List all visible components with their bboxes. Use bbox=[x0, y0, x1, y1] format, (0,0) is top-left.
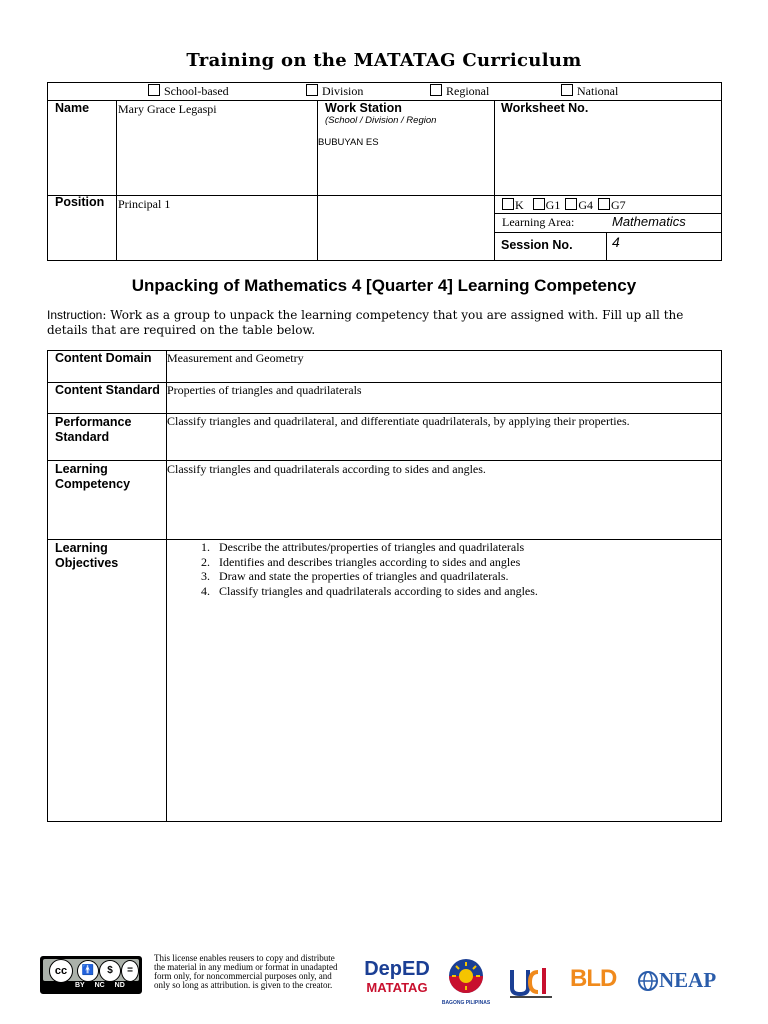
grade-g4[interactable]: G4 bbox=[565, 198, 593, 212]
scope-national[interactable]: National bbox=[561, 84, 618, 99]
cc-icon: cc bbox=[49, 959, 73, 983]
checkbox-icon[interactable] bbox=[306, 84, 318, 96]
learning-objectives-label: Learning Objectives bbox=[55, 541, 119, 570]
work-station-value[interactable]: BUBUYAN ES bbox=[318, 137, 379, 148]
dollar-crossed-icon: $ bbox=[99, 960, 121, 982]
grade-g7[interactable]: G7 bbox=[598, 198, 626, 212]
objective-item[interactable]: 4. Classify triangles and quadrilaterals according to sides and angles. bbox=[213, 584, 717, 599]
position-label: Position bbox=[55, 195, 105, 209]
office-logo bbox=[508, 964, 554, 1000]
name-value[interactable]: Mary Grace Legaspi bbox=[118, 102, 217, 116]
scope-regional[interactable]: Regional bbox=[430, 84, 489, 99]
checkbox-icon[interactable] bbox=[565, 198, 577, 210]
work-station-hint: (School / Division / Region bbox=[325, 115, 437, 126]
cc-tags: BY NC ND bbox=[75, 982, 125, 989]
license-text: This license enables reusers to copy and distribute the material in any medium or format in unadapted form only, for noncommercial purposes only, and only so long as attribution. is given to the creator. bbox=[154, 953, 338, 990]
office-emblem-icon bbox=[508, 964, 554, 1000]
instruction-label: Instruction bbox=[47, 308, 103, 322]
content-standard-value[interactable]: Properties of triangles and quadrilaterals bbox=[167, 383, 362, 397]
learning-competency-label: Learning Competency bbox=[55, 462, 131, 491]
checkbox-icon[interactable] bbox=[430, 84, 442, 96]
matatag-wordmark: MATATAG bbox=[366, 980, 428, 995]
person-icon: 🚹 bbox=[77, 960, 99, 982]
learning-area-value[interactable]: Mathematics bbox=[612, 214, 686, 229]
work-station-label: Work Station bbox=[325, 101, 402, 115]
objective-item[interactable]: 2. Identifies and describes triangles according to sides and angles bbox=[213, 555, 717, 570]
checkbox-icon[interactable] bbox=[502, 198, 514, 210]
objective-item[interactable]: 3. Draw and state the properties of triangles and quadrilaterals. bbox=[213, 569, 717, 584]
session-value[interactable]: 4 bbox=[612, 234, 620, 250]
section-title: Unpacking of Mathematics 4 [Quarter 4] Learning Competency bbox=[131, 276, 637, 295]
sun-flag-icon bbox=[438, 956, 494, 996]
performance-standard-label: Performance Standard bbox=[55, 415, 132, 444]
bagong-pilipinas-logo: BAGONG PILIPINAS bbox=[438, 956, 494, 1004]
performance-standard-value[interactable]: Classify triangles and quadrilateral, and differentiate quadrilaterals, by applying their properties. bbox=[167, 414, 630, 428]
grade-g1[interactable]: G1 bbox=[533, 198, 561, 212]
session-label: Session No. bbox=[501, 238, 573, 252]
deped-matatag-logo bbox=[362, 958, 432, 1002]
position-value[interactable]: Principal 1 bbox=[118, 197, 171, 211]
checkbox-icon[interactable] bbox=[598, 198, 610, 210]
scope-school-based[interactable]: School-based bbox=[148, 84, 229, 99]
grade-checkboxes bbox=[502, 198, 626, 213]
bld-logo: BLD bbox=[570, 965, 617, 992]
content-domain-label: Content Domain bbox=[55, 351, 152, 365]
cc-license-badge bbox=[40, 956, 142, 994]
worksheet-label: Worksheet No. bbox=[501, 101, 589, 115]
equals-icon: = bbox=[121, 960, 139, 982]
objective-item[interactable]: 1. Describe the attributes/properties of triangles and quadrilaterals bbox=[213, 540, 717, 555]
name-label: Name bbox=[55, 101, 90, 115]
learning-objectives-list bbox=[167, 540, 717, 598]
checkbox-icon[interactable] bbox=[561, 84, 573, 96]
scope-division[interactable]: Division bbox=[306, 84, 363, 99]
content-standard-label: Content Standard bbox=[55, 383, 160, 397]
deped-wordmark: DepED bbox=[364, 958, 430, 980]
checkbox-icon[interactable] bbox=[533, 198, 545, 210]
page-title: Training on the MATATAG Curriculum bbox=[186, 50, 582, 71]
grade-k[interactable]: K bbox=[502, 198, 524, 212]
instruction-text: : Work as a group to unpack the learning competency that you are assigned with. Fill up all the details that are required on the table below. bbox=[47, 308, 684, 337]
content-domain-value[interactable]: Measurement and Geometry bbox=[167, 351, 304, 365]
learning-area-label: Learning Area: bbox=[502, 215, 575, 229]
neap-logo: NEAP bbox=[638, 968, 730, 998]
checkbox-icon[interactable] bbox=[148, 84, 160, 96]
instruction bbox=[47, 308, 717, 338]
learning-competency-value[interactable]: Classify triangles and quadrilaterals according to sides and angles. bbox=[167, 462, 486, 476]
globe-icon bbox=[638, 971, 658, 991]
